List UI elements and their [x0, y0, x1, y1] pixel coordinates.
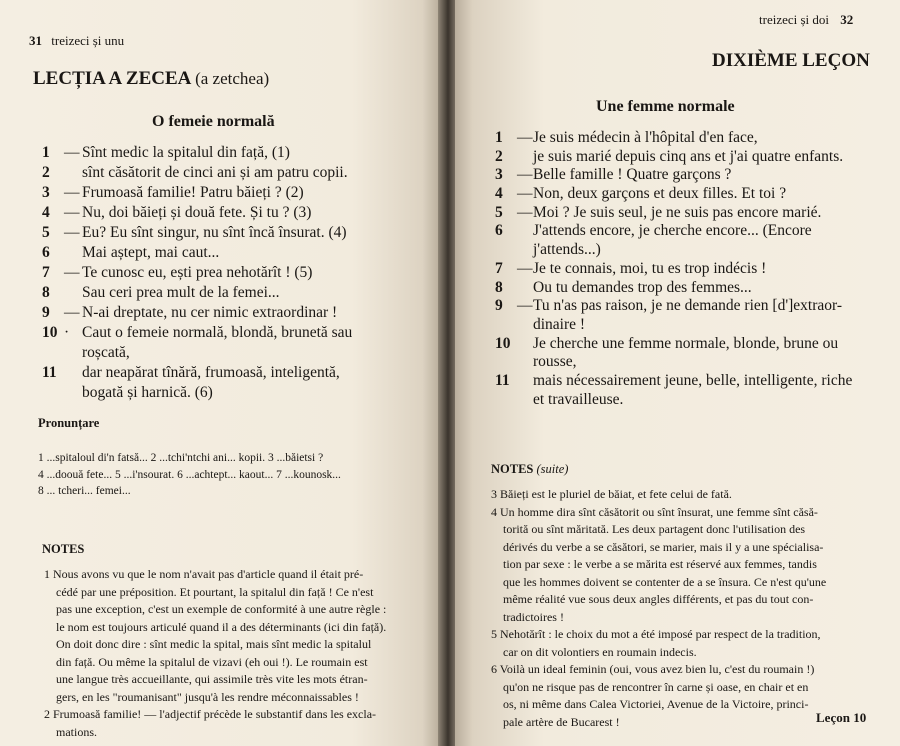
note-line: cédé par une préposition. Et pourtant, la spitalul din față ! Ce n'est — [56, 584, 374, 599]
notes-heading — [491, 462, 568, 477]
dialogue-line — [42, 163, 352, 183]
line-text: Frumoasă familie! Patru băieți ? (2) — [82, 184, 304, 201]
dialogue-line — [495, 147, 852, 166]
dialogue-line — [495, 184, 852, 203]
page-header-text: treizeci și doi — [759, 12, 830, 27]
note-line: din față. Ou même la spitalul de vizavi (eh oui !). Le roumain est — [56, 654, 368, 669]
line-text: dinaire ! — [533, 315, 586, 333]
line-text: rousse, — [533, 353, 577, 371]
line-text: Ou tu demandes trop des femmes... — [533, 278, 752, 296]
note-line: le nom est toujours articulé quand il a des déterminants (ici din față). — [56, 619, 387, 634]
notes-heading-text: NOTES — [491, 462, 534, 476]
dialogue-line — [495, 221, 852, 240]
line-number: 3 — [495, 166, 503, 184]
line-number: 4 — [495, 185, 503, 203]
line-number: 1 — [42, 144, 50, 161]
pronunciation-line: 4 ...doouă fete... 5 ...i'nsourat. 6 ...achtept... kaout... 7 ...kounosk... — [38, 468, 341, 481]
note-line: car on dit volontiers en roumain indecis. — [503, 644, 697, 659]
dialogue-title: Une femme normale — [596, 98, 735, 115]
note-line: 5 Nehotărît : le choix du mot a été imposé par respect de la tradition, — [491, 627, 821, 641]
line-text: Je te connais, moi, tu es trop indécis ! — [533, 259, 767, 277]
line-text: Mai aștept, mai caut... — [82, 244, 220, 261]
dialogue-line — [495, 128, 852, 147]
notes-heading-suffix: (suite) — [536, 462, 569, 476]
line-number: 8 — [42, 284, 50, 301]
pronunciation-line: 8 ... tcheri... femei... — [38, 485, 131, 497]
line-dash: — — [517, 297, 533, 315]
notes-heading: NOTES — [42, 542, 85, 556]
note-line: mations. — [56, 724, 97, 739]
pronunciation-block — [38, 450, 341, 500]
line-text: Caut o femeie normală, blondă, brunetă sau — [82, 324, 353, 341]
line-number: 2 — [495, 147, 503, 165]
line-text: Belle famille ! Quatre garçons ? — [533, 166, 732, 184]
line-number: 3 — [42, 184, 50, 201]
line-text: Tu n'as pas raison, je ne demande rien [d']extraor- — [533, 297, 843, 315]
line-text: Nu, doi băieți și două fete. Și tu ? (3) — [82, 204, 312, 221]
line-text: et travailleuse. — [533, 390, 624, 408]
line-number: 10 — [42, 324, 58, 341]
note-line: une langue très accueillante, qui assimile très vite les mots étran- — [56, 672, 368, 686]
page-header-text: treizeci și unu — [51, 33, 125, 48]
note-line: pas une exception, c'est un exemple de conformité à une autre règle : — [56, 602, 387, 616]
dialogue-line — [42, 303, 352, 323]
note-line: qu'on ne risque pas de rencontrer în carne și oase, en chair et en — [503, 679, 809, 694]
dialogue-line — [495, 334, 852, 353]
line-dash: — — [517, 203, 533, 221]
page-number: 32 — [840, 12, 854, 27]
line-text: Je cherche une femme normale, blonde, brune ou — [533, 334, 839, 352]
page-footer: Leçon 10 — [816, 710, 867, 725]
dialogue-line — [42, 283, 352, 303]
dialogue-line — [495, 259, 852, 278]
dialogue-line — [495, 203, 852, 222]
line-dash: — — [517, 185, 533, 203]
line-text: j'attends...) — [533, 241, 601, 259]
dialogue-title: O femeie normală — [152, 113, 275, 130]
dialogue-line — [495, 352, 852, 371]
line-dash: — — [517, 166, 533, 184]
note-line: 1 Nous avons vu que le nom n'avait pas d'article quand il était pré- — [44, 567, 364, 581]
line-text: N-ai dreptate, nu cer nimic extraordinar ! — [82, 304, 338, 321]
dialogue-line — [42, 263, 352, 283]
pronunciation-line: 1 ...spitaloul di'n fatsă... 2 ...tchi'ntchi ani... kopii. 3 ...băietsi ? — [38, 452, 324, 464]
line-number: 11 — [495, 371, 510, 389]
line-text: roșcată, — [82, 344, 130, 361]
line-number: 2 — [42, 164, 50, 181]
line-text: Te cunosc eu, ești prea nehotărît ! (5) — [82, 264, 313, 281]
line-dash: — — [517, 129, 533, 146]
pronunciation-heading: Pronunțare — [38, 416, 100, 430]
line-number: 5 — [42, 224, 50, 241]
line-number: 6 — [495, 222, 503, 240]
notes-block — [44, 566, 386, 741]
line-number: 7 — [42, 264, 50, 281]
line-text: Non, deux garçons et deux filles. Et toi ? — [533, 185, 787, 203]
line-number: 4 — [42, 204, 50, 221]
line-number: 5 — [495, 203, 503, 221]
right-page — [455, 0, 900, 746]
line-number: 11 — [42, 364, 57, 381]
note-line: dérivés du verbe a se căsători, se marier, mais il y a une spécialisa- — [503, 539, 824, 554]
line-number: 10 — [495, 334, 511, 352]
note-line: os, ni même dans Calea Victoriei, Avenue de la Victoire, princi- — [503, 697, 809, 711]
line-number: 9 — [42, 304, 50, 321]
line-dash: — — [64, 304, 80, 321]
line-text: bogată și harnică. (6) — [82, 384, 213, 401]
dialogue-line — [42, 203, 352, 223]
dialogue-line — [495, 278, 852, 297]
dialogue-line — [495, 165, 852, 184]
line-dash: · — [64, 324, 70, 341]
note-line: 6 Voilà un ideal feminin (oui, vous avez bien lu, c'est du roumain !) — [491, 662, 815, 676]
line-text: mais nécessairement jeune, belle, intelligente, riche — [533, 371, 853, 389]
line-dash: — — [64, 264, 80, 281]
note-line: tion par sexe : le verbe a se mărita est réservé aux femmes, tandis — [503, 557, 817, 571]
dialogue-line — [495, 240, 852, 259]
left-page — [0, 0, 440, 746]
line-text: Sau ceri prea mult de la femei... — [82, 284, 280, 301]
dialogue-line — [42, 363, 352, 383]
line-number: 8 — [495, 278, 503, 296]
note-line: même réalité vue sous deux angles différents, et pas du tout con- — [503, 592, 814, 606]
line-number: 1 — [495, 129, 503, 146]
dialogue-line — [42, 243, 352, 263]
dialogue-line — [42, 383, 352, 403]
line-number: 7 — [495, 259, 503, 277]
dialogue-line — [495, 371, 852, 390]
line-text: dar neapărat tînără, frumoasă, inteligentă, — [82, 364, 340, 381]
line-text: Eu? Eu sînt singur, nu sînt încă însurat. (4) — [82, 224, 347, 241]
line-dash: — — [517, 259, 533, 277]
dialogue-line — [495, 296, 852, 315]
dialogue-lines — [495, 128, 852, 408]
dialogue-line — [495, 390, 852, 409]
lesson-title: DIXIÈME LEÇON — [712, 50, 870, 71]
line-dash: — — [64, 144, 80, 161]
dialogue-line — [42, 183, 352, 203]
note-line: 3 Băieți est le pluriel de băiat, et fete celui de fată. — [491, 487, 732, 501]
line-text: Sînt medic la spitalul din față, (1) — [82, 144, 290, 161]
dialogue-line — [495, 315, 852, 334]
lesson-title — [33, 68, 269, 90]
line-text: Je suis médecin à l'hôpital d'en face, — [533, 129, 758, 146]
line-text: sînt căsătorit de cinci ani și am patru copii. — [82, 164, 348, 181]
line-number: 6 — [42, 244, 50, 261]
page-number: 31 — [29, 33, 42, 48]
lesson-title-pronunciation: (a zetchea) — [195, 69, 270, 88]
dialogue-line — [42, 323, 352, 343]
line-text: Moi ? Je suis seul, je ne suis pas encore marié. — [533, 203, 822, 221]
line-dash: — — [64, 184, 80, 201]
page-header — [29, 33, 124, 49]
note-line: On doit donc dire : sînt medic la spital, mais sînt medic la spitalul — [56, 637, 372, 651]
line-dash: — — [64, 204, 80, 221]
line-dash: — — [64, 224, 80, 241]
lesson-title-text: LECȚIA A ZECEA — [33, 68, 191, 89]
note-line: 2 Frumoasă familie! — l'adjectif précède le substantif dans les excla- — [44, 707, 377, 721]
note-line: torită ou sînt măritată. Les deux partagent donc l'utilisation des — [503, 522, 806, 536]
dialogue-line — [42, 343, 352, 363]
line-text: J'attends encore, je cherche encore... (Encore — [533, 222, 812, 240]
dialogue-line — [42, 223, 352, 243]
note-line: que les hommes doivent se contenter de a se însura. Ce n'est qu'une — [503, 574, 827, 589]
dialogue-line — [42, 143, 352, 163]
dialogue-lines — [42, 143, 352, 403]
note-line: gers, en les "roumanisant" jusqu'à les rendre méconnaissables ! — [56, 689, 359, 704]
note-line: pale artère de Bucarest ! — [503, 714, 620, 729]
note-line: 4 Un homme dira sînt căsătorit ou sînt însurat, une femme sînt căsă- — [491, 504, 818, 519]
note-line: tradictoires ! — [503, 609, 564, 624]
page-header — [759, 12, 853, 28]
notes-block — [491, 486, 826, 731]
line-number: 9 — [495, 297, 503, 315]
line-text: je suis marié depuis cinq ans et j'ai quatre enfants. — [533, 147, 844, 165]
